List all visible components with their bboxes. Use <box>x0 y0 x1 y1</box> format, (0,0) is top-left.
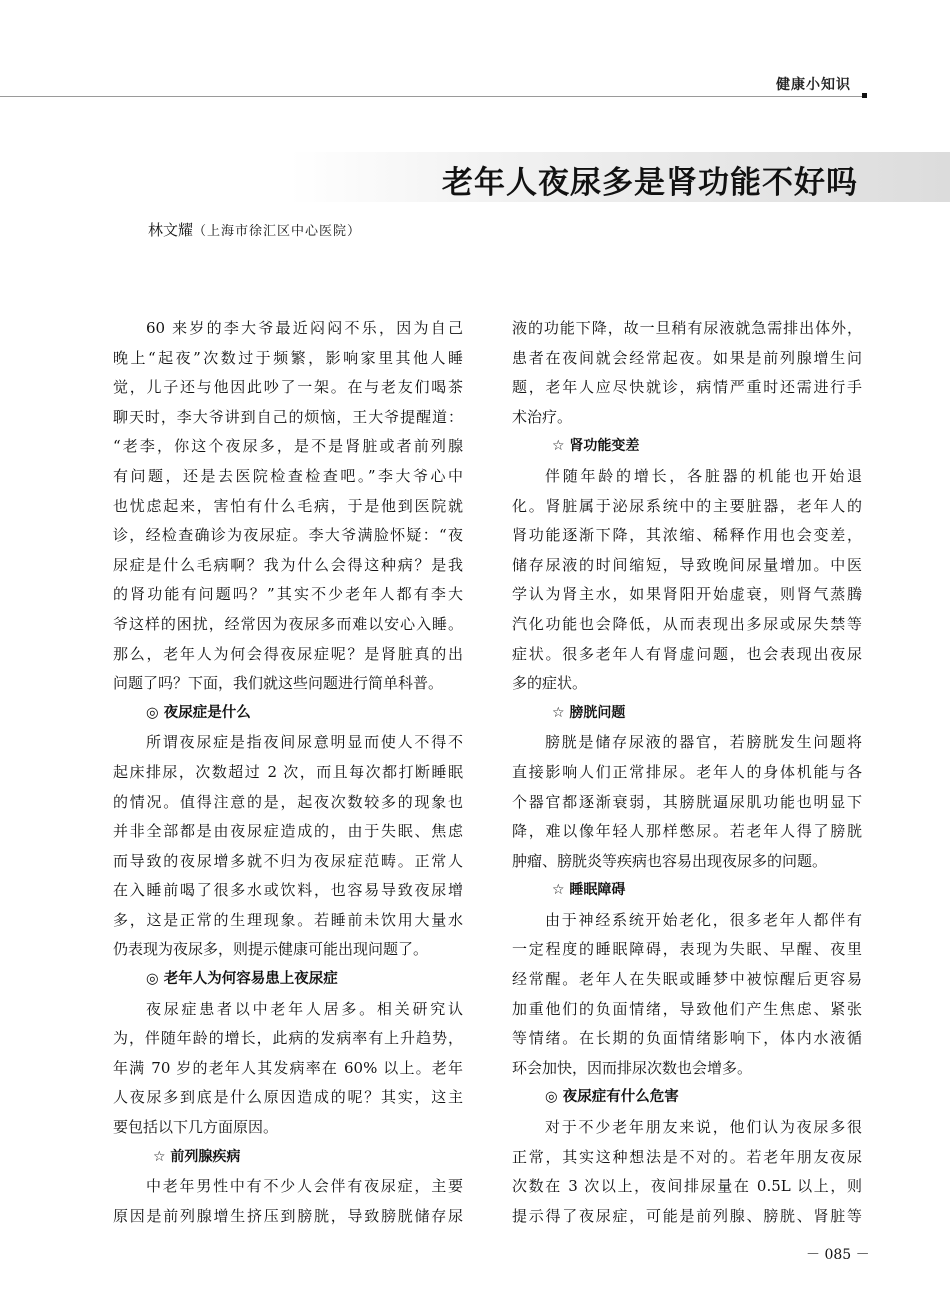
text-line: 那么，老年人为何会得夜尿症呢？是肾脏真的出 <box>113 644 463 663</box>
text-line: 液的功能下降，故一旦稍有尿液就急需排出体外， <box>512 319 862 337</box>
text-line: 环会加快，因而排尿次数也会增多。 <box>512 1058 753 1077</box>
text-line: 加重他们的负面情绪，导致他们产生焦虑、紧张 <box>512 999 862 1018</box>
text-line: 降，难以像年轻人那样憋尿。若老年人得了膀胱 <box>512 822 862 841</box>
page-number: － 085 － <box>806 1247 870 1263</box>
text-line: 为，伴随年龄的增长，此病的发病率有上升趋势， <box>113 1029 463 1048</box>
subsection-heading: ☆ 睡眠障碍 <box>552 882 626 899</box>
author-line <box>148 219 361 240</box>
text-line: 爷这样的困扰，经常因为夜尿多而难以安心入睡。 <box>113 614 463 633</box>
header-square-mark <box>862 93 867 98</box>
text-line: 肿瘤、膀胱炎等疾病也容易出现夜尿多的问题。 <box>512 851 828 870</box>
header-rule <box>0 96 865 97</box>
subsection-heading: ☆ 肾功能变差 <box>552 438 640 455</box>
text-line: 由于神经系统开始老化，很多老年人都伴有 <box>545 910 862 929</box>
text-line: 提示得了夜尿症，可能是前列腺、膀胱、肾脏等 <box>512 1206 862 1225</box>
subsection-heading: ☆ 膀胱问题 <box>552 704 626 721</box>
subsection-heading: ☆ 前列腺疾病 <box>153 1148 241 1165</box>
text-line: 有问题，还是去医院检查检查吧。”李大爷心中 <box>113 466 463 485</box>
section-heading: ◎ 夜尿症有什么危害 <box>545 1089 679 1106</box>
right-column <box>512 314 862 1231</box>
text-line: 学认为肾主水，如果肾阳开始虚衰，则肾气蒸腾 <box>512 585 862 604</box>
article-title: 老年人夜尿多是肾功能不好吗 <box>442 165 858 201</box>
text-line: 原因是前列腺增生挤压到膀胱，导致膀胱储存尿 <box>113 1206 463 1225</box>
text-line: 患者在夜间就会经常起夜。如果是前列腺增生问 <box>512 348 862 367</box>
text-line: 在入睡前喝了很多水或饮料，也容易导致夜尿增 <box>113 881 463 900</box>
text-line: 尿症是什么毛病啊？我为什么会得这种病？是我 <box>113 555 463 574</box>
text-line: 等情绪。在长期的负面情绪影响下，体内水液循 <box>512 1029 862 1048</box>
text-line: 对于不少老年朋友来说，他们认为夜尿多很 <box>545 1118 862 1137</box>
text-line: 汽化功能也会降低，从而表现出多尿或尿失禁等 <box>512 614 862 633</box>
text-line: 直接影响人们正常排尿。老年人的身体机能与各 <box>512 762 862 781</box>
text-line: 伴随年龄的增长，各脏器的机能也开始退 <box>545 466 862 485</box>
text-line: 的情况。值得注意的是，起夜次数较多的现象也 <box>113 792 463 811</box>
text-line: 肾功能逐渐下降，其浓缩、稀释作用也会变差， <box>512 526 862 545</box>
text-line: 的肾功能有问题吗？”其实不少老年人都有李大 <box>113 585 463 604</box>
left-column <box>113 314 463 1231</box>
text-line: 要包括以下几方面原因。 <box>113 1118 279 1137</box>
text-line: 人夜尿多到底是什么原因造成的呢？其实，这主 <box>113 1088 463 1107</box>
text-line: 储存尿液的时间缩短，导致晚间尿量增加。中医 <box>512 555 862 574</box>
text-line: 起床排尿，次数超过 2 次，而且每次都打断睡眠 <box>113 762 463 781</box>
text-line: 中老年男性中有不少人会伴有夜尿症，主要 <box>146 1177 463 1196</box>
text-line: 题，老年人应尽快就诊，病情严重时还需进行手 <box>512 378 862 397</box>
text-line: 诊，经检查确诊为夜尿症。李大爷满脸怀疑：“夜 <box>113 526 463 545</box>
text-line: 膀胱是储存尿液的器官，若膀胱发生问题将 <box>545 733 862 752</box>
author-name: 林文耀 <box>148 221 194 239</box>
text-line: 夜尿症患者以中老年人居多。相关研究认 <box>146 999 463 1018</box>
text-line: 60 来岁的李大爷最近闷闷不乐，因为自己 <box>146 319 463 337</box>
text-line: 经常醒。老年人在失眠或睡梦中被惊醒后更容易 <box>512 970 862 989</box>
text-line: 多，这是正常的生理现象。若睡前未饮用大量水 <box>113 910 463 929</box>
text-line: 一定程度的睡眠障碍，表现为失眠、早醒、夜里 <box>512 940 862 959</box>
text-line: 晚上“起夜”次数过于频繁，影响家里其他人睡 <box>113 348 463 367</box>
text-line: 个器官都逐渐衰弱，其膀胱逼尿肌功能也明显下 <box>512 792 862 811</box>
text-line: 而导致的夜尿增多就不归为夜尿症范畴。正常人 <box>113 851 463 870</box>
text-line: 症状。很多老年人有肾虚问题，也会表现出夜尿 <box>512 644 862 663</box>
author-affiliation: （上海市徐汇区中心医院） <box>193 224 362 239</box>
section-heading: ◎ 夜尿症是什么 <box>146 704 251 721</box>
text-line: 化。肾脏属于泌尿系统中的主要脏器，老年人的 <box>512 496 862 515</box>
text-line: 问题了吗？下面，我们就这些问题进行简单科普。 <box>113 674 444 693</box>
text-line: 术治疗。 <box>512 407 573 426</box>
text-line: 多的症状。 <box>512 674 588 693</box>
text-line: 仍表现为夜尿多，则提示健康可能出现问题了。 <box>113 940 429 959</box>
text-line: “老李，你这个夜尿多，是不是肾脏或者前列腺 <box>113 437 463 456</box>
text-line: 正常，其实这种想法是不对的。若老年朋友夜尿 <box>512 1147 862 1166</box>
section-label: 健康小知识 <box>776 77 851 93</box>
text-line: 觉，儿子还与他因此吵了一架。在与老友们喝茶 <box>113 378 463 397</box>
text-line: 所谓夜尿症是指夜间尿意明显而使人不得不 <box>146 733 463 752</box>
text-line: 也忧虑起来，害怕有什么毛病，于是他到医院就 <box>113 496 463 515</box>
text-line: 年满 70 岁的老年人其发病率在 60% 以上。老年 <box>113 1058 463 1077</box>
text-line: 聊天时，李大爷讲到自己的烦恼，王大爷提醒道： <box>113 407 463 426</box>
text-line: 并非全部都是由夜尿症造成的，由于失眠、焦虑 <box>113 822 463 841</box>
text-line: 次数在 3 次以上，夜间排尿量在 0.5L 以上，则 <box>512 1177 862 1196</box>
section-heading: ◎ 老年人为何容易患上夜尿症 <box>146 971 338 988</box>
